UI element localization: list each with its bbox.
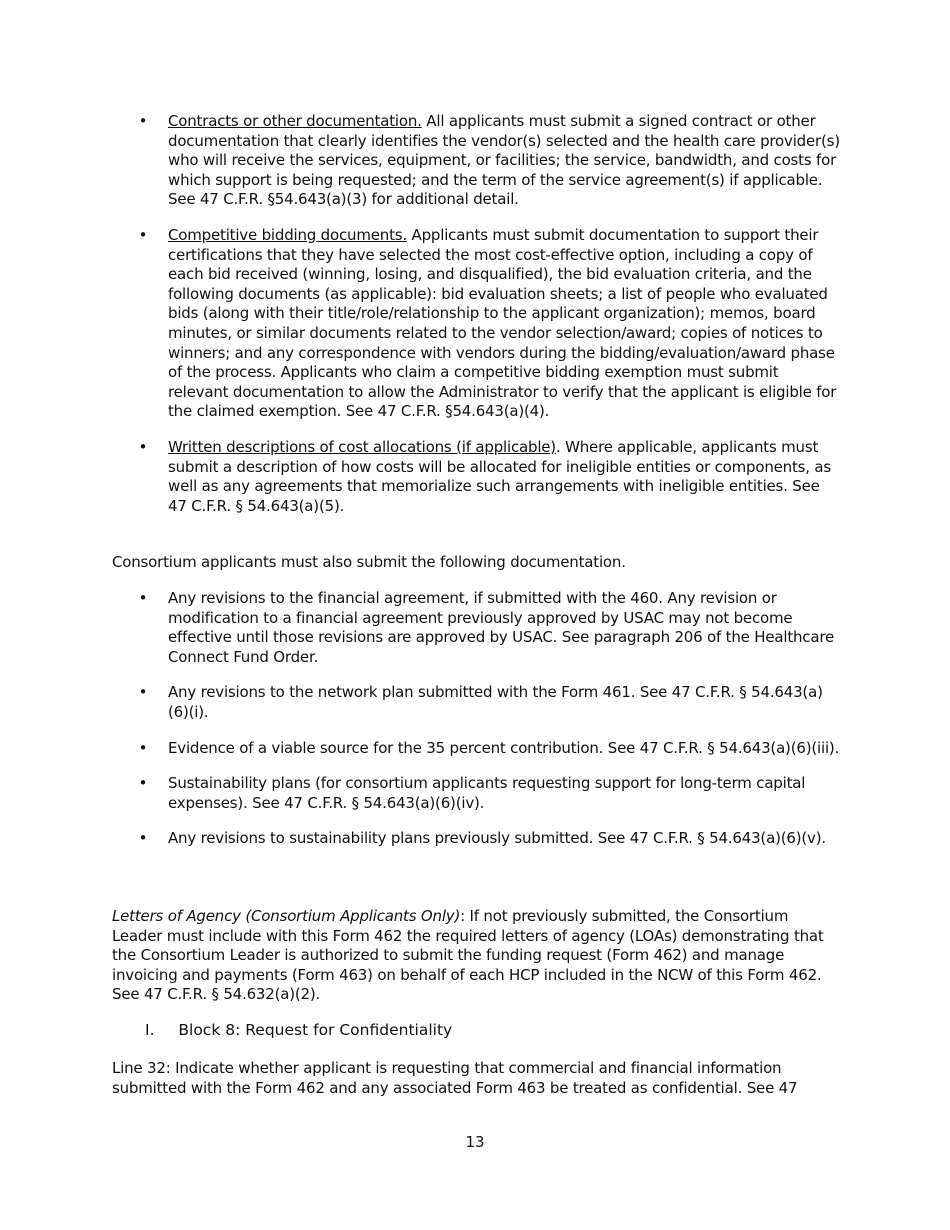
list-item-text: Evidence of a viable source for the 35 percent contribution. See 47 C.F.R. § 54.643(a)(6)(iii). bbox=[168, 738, 840, 757]
list-item bbox=[112, 226, 842, 422]
list-item bbox=[112, 739, 842, 759]
list-item bbox=[112, 438, 842, 516]
letters-of-agency-paragraph bbox=[112, 907, 842, 1005]
consortium-documents-list bbox=[112, 589, 842, 865]
line-32-paragraph: Line 32: Indicate whether applicant is requesting that commercial and financial information submitted with the Form 462 and any associated Form 463 be treated as confidential. See 47 bbox=[112, 1059, 798, 1097]
list-item-body: Applicants must submit documentation to support their certifications that they have selected the most cost-effective option, including a copy of each bid received (winning, losing, and disqualified), the bid evaluation criteria, and the following documents (as applicable): bid evaluation sheets; a list of people who evaluated bids (along with their title/role/relationship to the applicant organization); memos, board minutes, or similar documents related to the vendor selection/award; copies of notices to winners; and any correspondence with vendors during the bidding/evaluation/award phase of the process. Applicants who claim a competitive bidding exemption must submit relevant documentation to allow the Administrator to verify that the applicant is eligible for the claimed exemption. See 47 C.F.R. §54.643(a)(4). bbox=[168, 225, 837, 421]
list-item bbox=[112, 112, 842, 210]
list-item-text: Any revisions to the financial agreement, if submitted with the 460. Any revision or modification to a financial agreement previously approved by USAC may not become effective until those revisions are approved by USAC. See paragraph 206 of the Healthcare Connect Fund Order. bbox=[168, 589, 835, 666]
list-item-body: All applicants must submit a signed contract or other documentation that clearly identifies the vendor(s) selected and the health care provider(s) who will receive the services, equipment, or facilities; the service, bandwidth, and costs for which support is being requested; and the term of the service agreement(s) if applicable. See 47 C.F.R. §54.643(a)(3) for additional detail. bbox=[168, 112, 840, 209]
section-number: I. bbox=[145, 1021, 155, 1039]
consortium-intro-paragraph: Consortium applicants must also submit the following documentation. bbox=[112, 553, 626, 571]
bullet-icon: • bbox=[138, 437, 148, 456]
list-item-body: . Where applicable, applicants must submit a description of how costs will be allocated for ineligible entities or components, as well as any agreements that memorialize such arrangements with ineligible entities. See 47 C.F.R. § 54.643(a)(5). bbox=[168, 437, 832, 515]
list-item-title: Contracts or other documentation. bbox=[168, 112, 422, 130]
list-item-title: Written descriptions of cost allocations (if applicable) bbox=[168, 437, 556, 456]
list-item-text: Any revisions to sustainability plans previously submitted. See 47 C.F.R. § 54.643(a)(6)(v). bbox=[168, 829, 826, 848]
bullet-icon: • bbox=[138, 112, 148, 130]
list-item bbox=[112, 589, 842, 667]
page-number: 13 bbox=[465, 1133, 485, 1151]
letters-of-agency-label: Letters of Agency (Consortium Applicants Only) bbox=[112, 907, 461, 925]
section-title: Block 8: Request for Confidentiality bbox=[178, 1021, 453, 1039]
letters-of-agency-body: : If not previously submitted, the Consortium Leader must include with this Form 462 the required letters of agency (LOAs) demonstrating that the Consortium Leader is authorized to submit the funding request (Form 462) and manage invoicing and payments (Form 463) on behalf of each HCP included in the NCW of this Form 462. See 47 C.F.R. § 54.632(a)(2). bbox=[112, 907, 824, 1004]
list-item-text: Sustainability plans (for consortium applicants requesting support for long-term capital expenses). See 47 C.F.R. § 54.643(a)(6)(iv). bbox=[168, 774, 806, 812]
section-heading bbox=[145, 1020, 452, 1040]
bullet-icon: • bbox=[138, 829, 148, 848]
bullet-icon: • bbox=[138, 738, 148, 757]
list-item bbox=[112, 829, 842, 849]
list-item bbox=[112, 683, 842, 722]
bullet-icon: • bbox=[138, 589, 148, 607]
bullet-icon: • bbox=[138, 683, 148, 702]
bullet-icon: • bbox=[138, 225, 148, 244]
list-item bbox=[112, 774, 842, 813]
list-item-text: Any revisions to the network plan submitted with the Form 461. See 47 C.F.R. § 54.643(a)(6)(i). bbox=[168, 683, 823, 721]
list-item-title: Competitive bidding documents. bbox=[168, 225, 407, 244]
required-documents-list bbox=[112, 112, 842, 532]
bullet-icon: • bbox=[138, 774, 148, 793]
